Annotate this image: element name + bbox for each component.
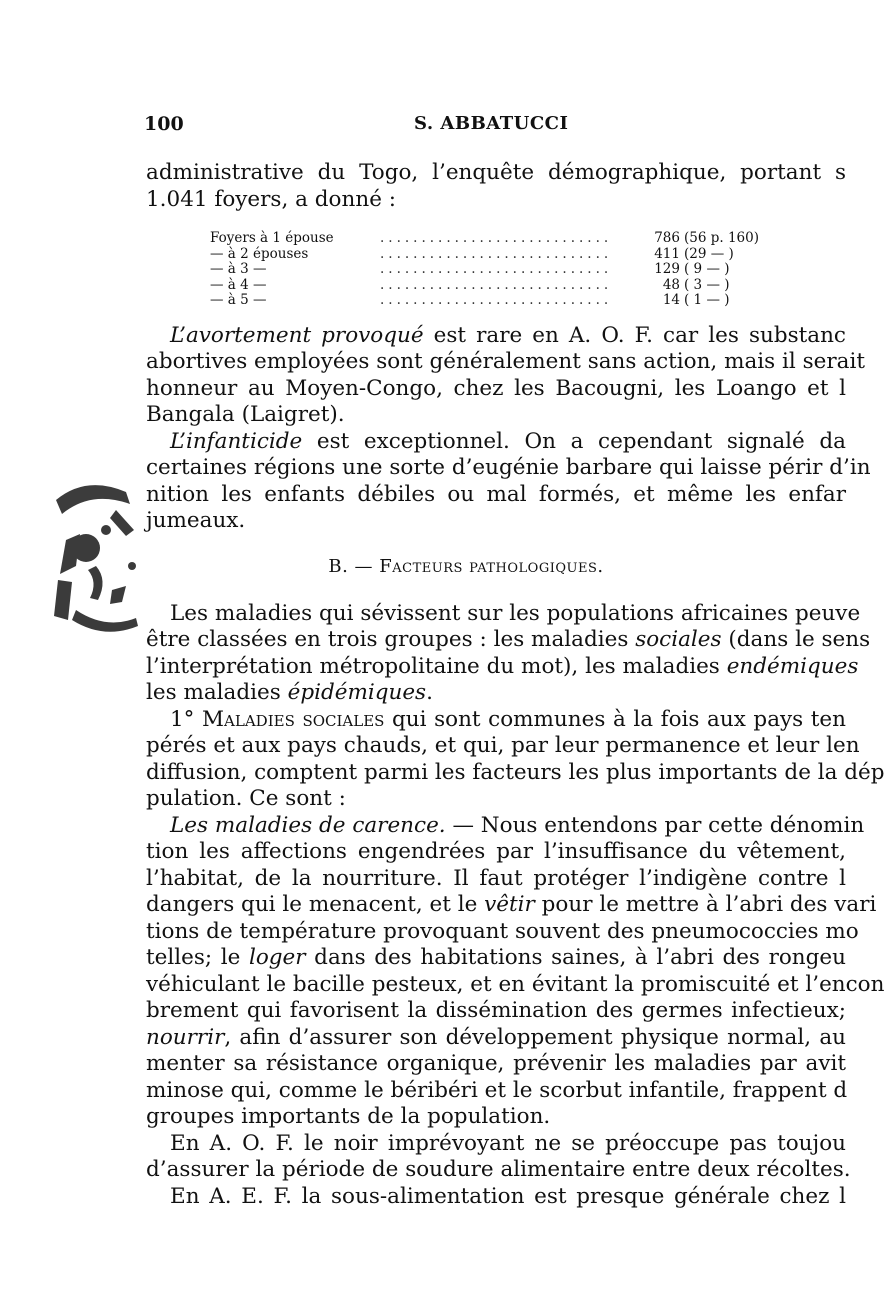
table-row xyxy=(210,247,770,263)
row-label: — à 3 — xyxy=(210,261,267,277)
text-line: pérés et aux pays chauds, et qui, par leur permanence et leur len xyxy=(146,733,860,758)
text-line: administrative du Togo, l’enquête démographique, portant s xyxy=(146,160,846,185)
household-table xyxy=(210,231,770,309)
text-line: tion les affections engendrées par l’insuffisance du vêtement, xyxy=(146,839,846,864)
row-value: 411 xyxy=(654,245,680,262)
row-value: 129 xyxy=(654,261,680,277)
leader-dots: ............................ xyxy=(380,261,613,277)
row-label: — à 5 — xyxy=(210,292,267,308)
text-line: groupes importants de la population. xyxy=(146,1104,551,1129)
italic-term: L’avortement provoqué xyxy=(170,322,424,348)
text-line: diffusion, comptent parmi les facteurs les plus importants de la dép xyxy=(146,759,885,785)
row-value: 786 xyxy=(654,230,680,246)
row-ratio: (29 — ) xyxy=(684,245,734,262)
table-row xyxy=(210,278,770,294)
text-line: minose qui, comme le béribéri et le scorbut infantile, frappent d xyxy=(146,1077,848,1103)
text-line: les maladies épidémiques. xyxy=(146,680,433,705)
table-row xyxy=(210,262,770,278)
page-number: 100 xyxy=(144,113,184,135)
table-row xyxy=(210,231,770,247)
text-line: En A. E. F. la sous-alimentation est presque générale chez l xyxy=(170,1183,846,1209)
small-caps-term: Maladies sociales xyxy=(202,706,385,732)
text-line: pulation. Ce sont : xyxy=(146,786,346,811)
row-label: — à 4 — xyxy=(210,276,267,293)
text-line: nition les enfants débiles ou mal formés, et même les enfar xyxy=(146,481,846,507)
row-value: 14 xyxy=(662,292,680,308)
leader-dots: ............................ xyxy=(380,230,613,246)
text-line: certaines régions une sorte d’eugénie barbare qui laisse périr d’in xyxy=(146,455,871,480)
text-line: nourrir, afin d’assurer son développement physique normal, au xyxy=(146,1024,846,1050)
table-row xyxy=(210,293,770,309)
row-value: 48 xyxy=(662,276,680,293)
library-stamp xyxy=(46,470,142,650)
text-line: telles; le loger dans des habitations saines, à l’abri des rongeu xyxy=(146,945,846,970)
leader-dots: ............................ xyxy=(380,276,613,293)
text-line: Les maladies de carence. — Nous entendons par cette dénomin xyxy=(170,812,865,838)
body-text xyxy=(146,160,885,1210)
text-line: dangers qui le menacent, et le vêtir pour le mettre à l’abri des vari xyxy=(146,892,877,917)
row-ratio: ( 3 — ) xyxy=(684,276,730,293)
italic-term: Les maladies de carence. xyxy=(170,812,446,838)
leader-dots: ............................ xyxy=(380,292,613,308)
text-line: Bangala (Laigret). xyxy=(146,402,345,427)
text-line: 1° Maladies sociales qui sont communes à la fois aux pays ten xyxy=(170,706,846,732)
text-line: Les maladies qui sévissent sur les populations africaines peuve xyxy=(170,600,861,626)
leader-dots: ............................ xyxy=(380,245,613,262)
text-line: honneur au Moyen-Congo, chez les Bacougni, les Loango et l xyxy=(146,375,846,401)
italic-term: L’infanticide xyxy=(170,428,303,454)
row-ratio: ( 1 — ) xyxy=(684,292,730,308)
text-line: brement qui favorisent la dissémination des germes infectieux; xyxy=(146,998,846,1023)
row-ratio: ( 9 — ) xyxy=(684,261,730,277)
text-line: tions de température provoquant souvent des pneumococcies mo xyxy=(146,918,859,944)
row-ratio: (56 p. 160) xyxy=(684,230,759,246)
row-label: Foyers à 1 épouse xyxy=(210,230,334,246)
text-line: abortives employées sont généralement sans action, mais il serait xyxy=(146,349,866,374)
text-line: L’infanticide est exceptionnel. On a cependant signalé da xyxy=(170,428,846,454)
text-line: jumeaux. xyxy=(146,508,246,533)
row-label: — à 2 épouses xyxy=(210,245,309,262)
text-line: être classées en trois groupes : les maladies sociales (dans le sens xyxy=(146,627,871,652)
text-line: l’habitat, de la nourriture. Il faut protéger l’indigène contre l xyxy=(146,865,846,891)
text-line: En A. O. F. le noir imprévoyant ne se préoccupe pas toujou xyxy=(170,1130,846,1156)
text-line: menter sa résistance organique, prévenir les maladies par avit xyxy=(146,1051,846,1076)
text-line: 1.041 foyers, a donné : xyxy=(146,186,396,212)
text-line: d’assurer la période de soudure alimentaire entre deux récoltes. xyxy=(146,1157,851,1182)
page-header xyxy=(144,113,844,143)
text-line: l’interprétation métropolitaine du mot), les maladies endémiques xyxy=(146,653,859,679)
running-head: S. ABBATUCCI xyxy=(414,113,569,134)
text-line: véhiculant le bacille pesteux, et en évitant la promiscuité et l’encon xyxy=(146,971,885,997)
section-heading: B. — Facteurs pathologiques. xyxy=(328,555,604,577)
text-line: L’avortement provoqué est rare en A. O. F. car les substanc xyxy=(170,322,846,348)
